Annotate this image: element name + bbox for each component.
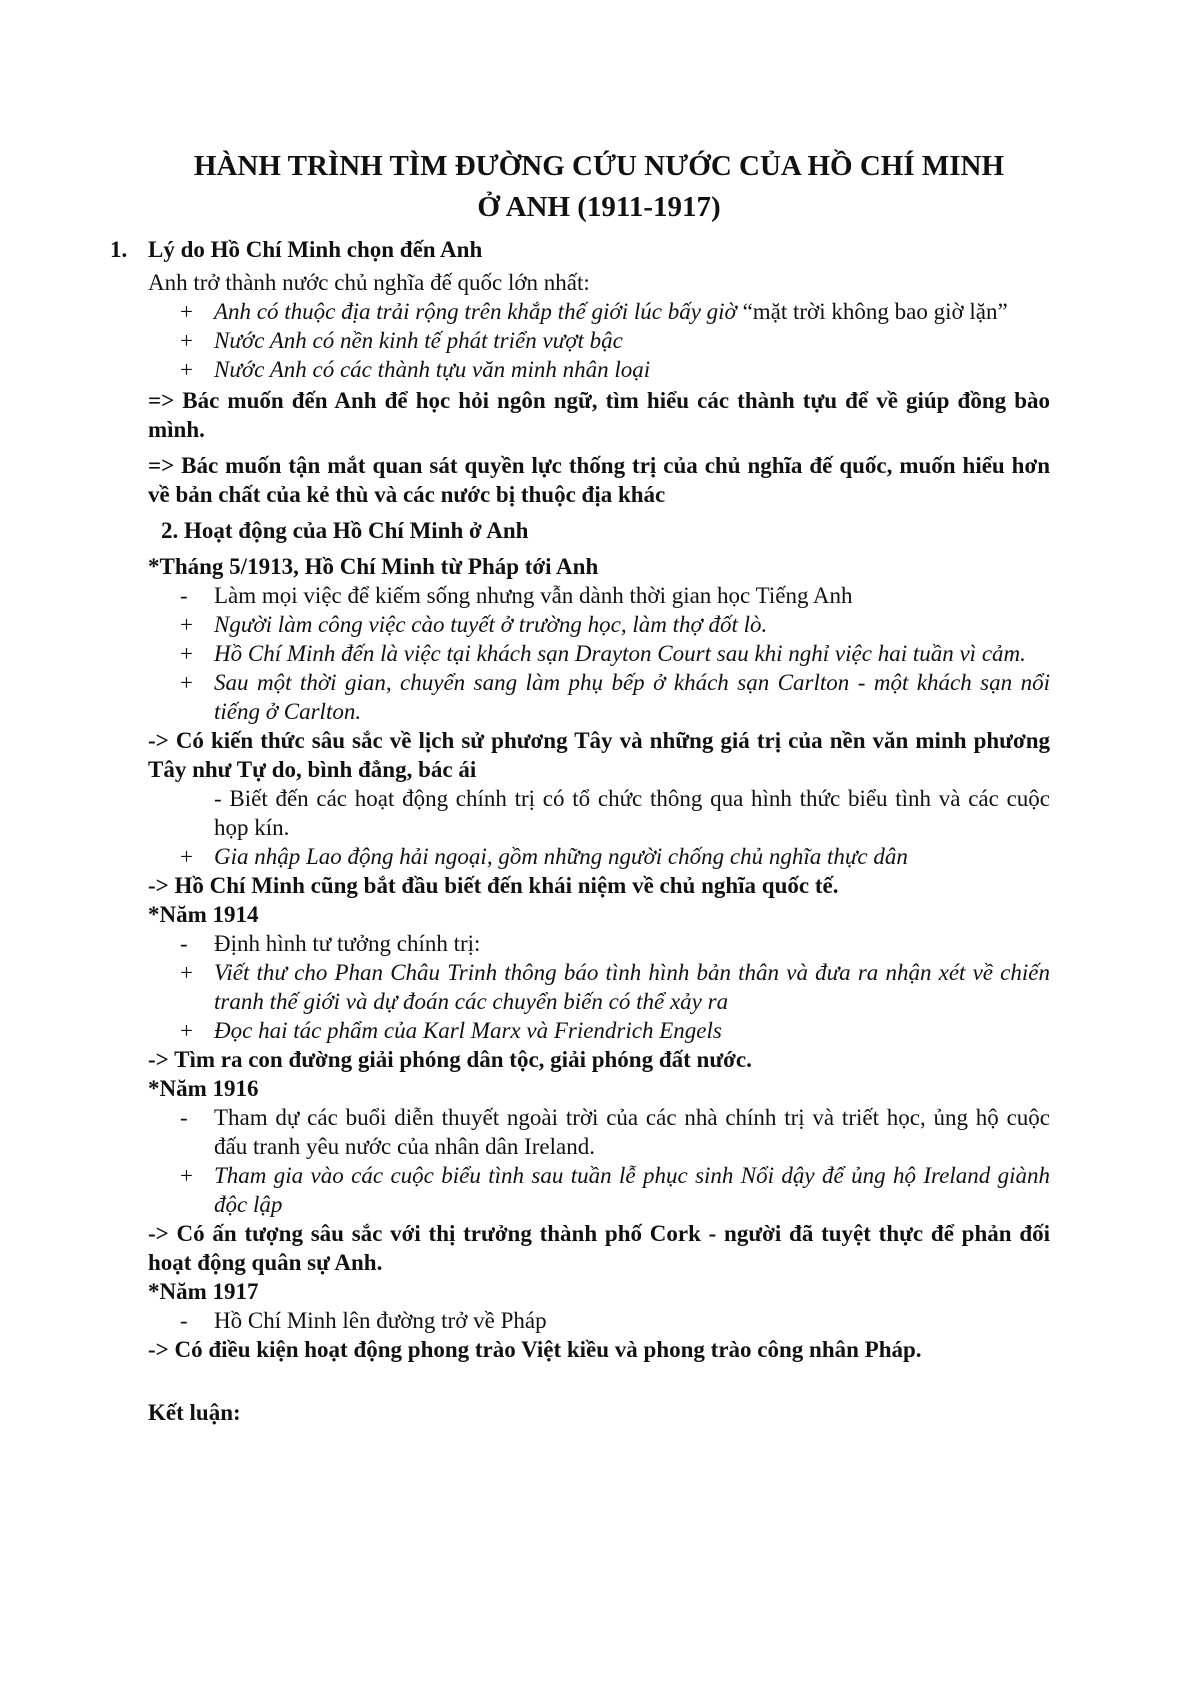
period-1914-heading: *Năm 1914 [148, 902, 259, 927]
period-1914-result: -> Tìm ra con đường giải phóng dân tộc, giải phóng đất nước. [148, 1047, 752, 1072]
period-1913-result-1: -> Có kiến thức sâu sắc về lịch sử phương Tây và những giá trị của nền văn minh phương Tây như Tự do, bình đẳng, bác ái [148, 728, 1050, 782]
list-item [148, 958, 1050, 1016]
list-item-text: Người làm công việc cào tuyết ở trường học, làm thợ đốt lò. [214, 612, 768, 637]
list-item-text: Viết thư cho Phan Châu Trinh thông báo tình hình bản thân và đưa ra nhận xét về chiến tranh thế giới và dự đoán các chuyển biến có thể xảy ra [214, 960, 1050, 1014]
plus-marker: + [180, 612, 193, 637]
period-1916-result: -> Có ấn tượng sâu sắc với thị trưởng thành phố Cork - người đã tuyệt thực để phản đối hoạt động quân sự Anh. [148, 1221, 1050, 1275]
title-block [148, 0, 1050, 228]
list-item-text: Nước Anh có các thành tựu văn minh nhân loại [214, 357, 651, 382]
list-item [148, 297, 1050, 326]
list-item-text: Hồ Chí Minh đến là việc tại khách sạn Drayton Court sau khi nghỉ việc hai tuần vì cảm. [214, 641, 1026, 666]
list-item [148, 1016, 1050, 1045]
section-1-intro: Anh trở thành nước chủ nghĩa đế quốc lớn nhất: [148, 270, 590, 295]
list-item-text: Tham gia vào các cuộc biểu tình sau tuần lễ phục sinh Nổi dậy để ủng hộ Ireland giành độc lập [214, 1163, 1050, 1217]
list-item-italic: Anh có thuộc địa trải rộng trên khắp thế giới lúc bấy giờ [214, 299, 737, 324]
period-1917-result: -> Có điều kiện hoạt động phong trào Việt kiều và phong trào công nhân Pháp. [148, 1337, 922, 1362]
plus-marker: + [180, 960, 193, 985]
plus-marker: + [180, 641, 193, 666]
period-1913-result-2: -> Hồ Chí Minh cũng bắt đầu biết đến khái niệm về chủ nghĩa quốc tế. [148, 873, 839, 898]
section-1-number: 1. [110, 237, 128, 262]
list-item-text: Đọc hai tác phẩm của Karl Marx và Friendrich Engels [214, 1018, 722, 1043]
list-item-text: Hồ Chí Minh lên đường trở về Pháp [214, 1308, 547, 1333]
list-item [148, 326, 1050, 355]
section-1-conclusion-2: => Bác muốn tận mắt quan sát quyền lực thống trị của chủ nghĩa đế quốc, muốn hiểu hơn về bản chất của kẻ thù và các nước bị thuộc địa khác [148, 453, 1050, 507]
list-item-text: Nước Anh có nền kinh tế phát triển vượt bậc [214, 328, 623, 353]
list-item-text: Làm mọi việc để kiếm sống nhưng vẫn dành thời gian học Tiếng Anh [214, 583, 853, 608]
conclusion-label: Kết luận: [148, 1400, 241, 1425]
section-1-conclusion-1: => Bác muốn đến Anh để học hỏi ngôn ngữ, tìm hiểu các thành tựu để về giúp đồng bào mình. [148, 388, 1050, 442]
list-item-text: Tham dự các buổi diễn thuyết ngoài trời của các nhà chính trị và triết học, ủng hộ cuộc đấu tranh yêu nước của nhân dân Ireland. [214, 1105, 1050, 1159]
page-title-line-2: Ở ANH (1911-1917) [477, 191, 721, 223]
period-1916-heading: *Năm 1916 [148, 1076, 259, 1101]
list-item [148, 1306, 1050, 1335]
list-item-text: Định hình tư tưởng chính trị: [214, 931, 481, 956]
list-item-text: Sau một thời gian, chuyển sang làm phụ bếp ở khách sạn Carlton - một khách sạn nổi tiếng ở Carlton. [214, 670, 1050, 724]
section-1-title: Lý do Hồ Chí Minh chọn đến Anh [148, 237, 483, 262]
plus-marker: + [180, 1163, 193, 1188]
list-item [148, 842, 1050, 871]
dash-marker: - [180, 931, 188, 956]
list-item [148, 355, 1050, 384]
list-item [148, 1103, 1050, 1161]
plus-marker: + [180, 328, 193, 353]
list-item-quote: “mặt trời không bao giờ lặn” [736, 299, 1008, 324]
list-item [148, 929, 1050, 958]
list-item [148, 639, 1050, 668]
list-item [148, 668, 1050, 726]
plus-marker: + [180, 357, 193, 382]
period-1913-sub-dash: - Biết đến các hoạt động chính trị có tổ chức thông qua hình thức biểu tình và các cuộc họp kín. [214, 786, 1050, 840]
list-item [148, 1161, 1050, 1219]
page-title-line-1: HÀNH TRÌNH TÌM ĐƯỜNG CỨU NƯỚC CỦA HỒ CHÍ MINH [193, 150, 1005, 182]
plus-marker: + [180, 844, 193, 869]
plus-marker: + [180, 299, 193, 324]
section-2-heading: 2. Hoạt động của Hồ Chí Minh ở Anh [161, 518, 529, 543]
list-item-text: Gia nhập Lao động hải ngoại, gồm những người chống chủ nghĩa thực dân [214, 844, 908, 869]
dash-marker: - [180, 1105, 188, 1130]
dash-marker: - [180, 1308, 188, 1333]
list-item [148, 581, 1050, 610]
plus-marker: + [180, 1018, 193, 1043]
dash-marker: - [180, 583, 188, 608]
period-1917-heading: *Năm 1917 [148, 1279, 259, 1304]
period-1913-heading: *Tháng 5/1913, Hồ Chí Minh từ Pháp tới Anh [148, 554, 599, 579]
list-item [148, 610, 1050, 639]
section-1-heading [110, 235, 1050, 264]
plus-marker: + [180, 670, 193, 695]
